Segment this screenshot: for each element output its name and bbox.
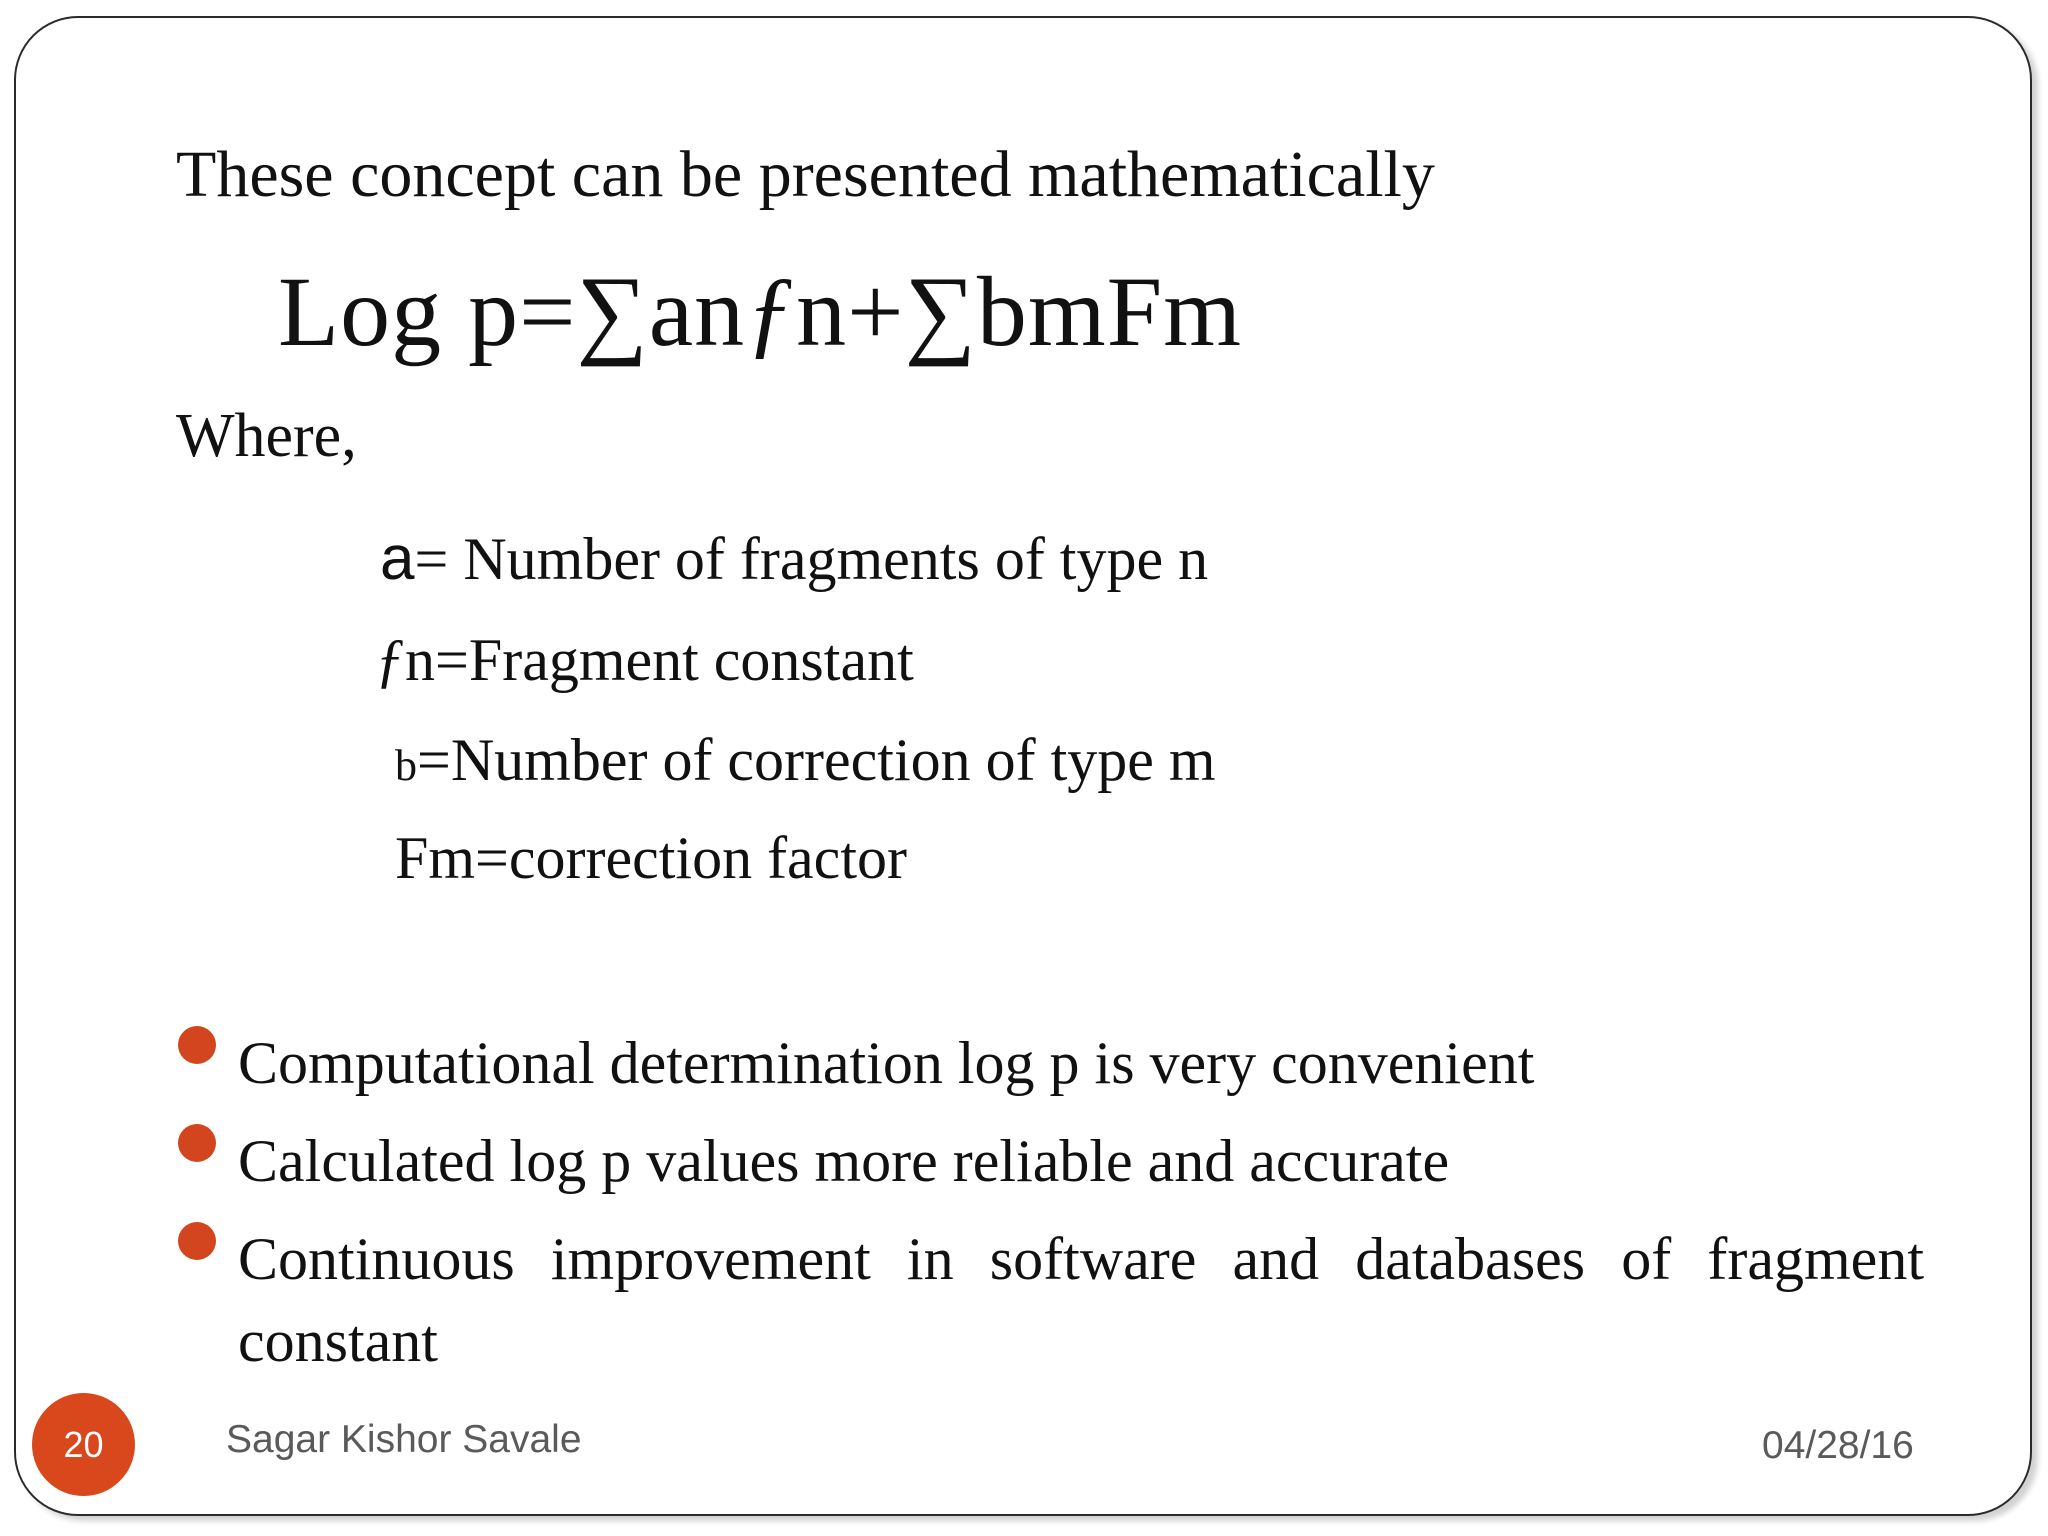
bullet-item [176, 1218, 1924, 1382]
bullet-text: Continuous improvement in software and databases of fragment constant [238, 1226, 1924, 1374]
definition-b [395, 727, 1216, 793]
slide-date: 04/28/16 [1762, 1424, 1914, 1467]
page-number-badge [32, 1393, 135, 1496]
definition-b-symbol: b [395, 741, 417, 790]
definition-a-symbol: a [380, 524, 415, 593]
formula-f: ƒ [745, 256, 797, 367]
bullet-text: Calculated log p values more reliable and accurate [238, 1128, 1450, 1194]
formula [278, 256, 1243, 367]
definition-fm [395, 825, 907, 891]
formula-sum1: ∑an [576, 256, 746, 367]
formula-rest: n+∑bmFm [796, 256, 1243, 367]
definition-fn-text: n=Fragment constant [405, 627, 914, 693]
definition-fm-text: Fm=correction factor [395, 825, 907, 891]
bullet-dot-icon [178, 1026, 216, 1064]
bullet-text: Computational determination log p is very convenient [238, 1030, 1535, 1096]
definition-fn-symbol: ƒ [375, 627, 405, 693]
where-label: Where, [176, 402, 357, 470]
bullet-item [176, 1120, 1924, 1202]
intro-text: These concept can be presented mathematically [176, 138, 1435, 211]
definition-b-text: =Number of correction of type m [417, 727, 1216, 793]
author-name: Sagar Kishor Savale [226, 1418, 582, 1461]
bullet-item [176, 1022, 1924, 1104]
bullet-dot-icon [178, 1124, 216, 1162]
definition-fn [375, 627, 914, 693]
bullet-list [176, 1022, 1924, 1398]
formula-lhs: Log p= [278, 256, 577, 367]
bullet-dot-icon [178, 1222, 216, 1260]
page-number: 20 [63, 1423, 104, 1465]
definition-a-text: = Number of fragments of type n [414, 526, 1209, 592]
definition-a [380, 524, 1209, 593]
